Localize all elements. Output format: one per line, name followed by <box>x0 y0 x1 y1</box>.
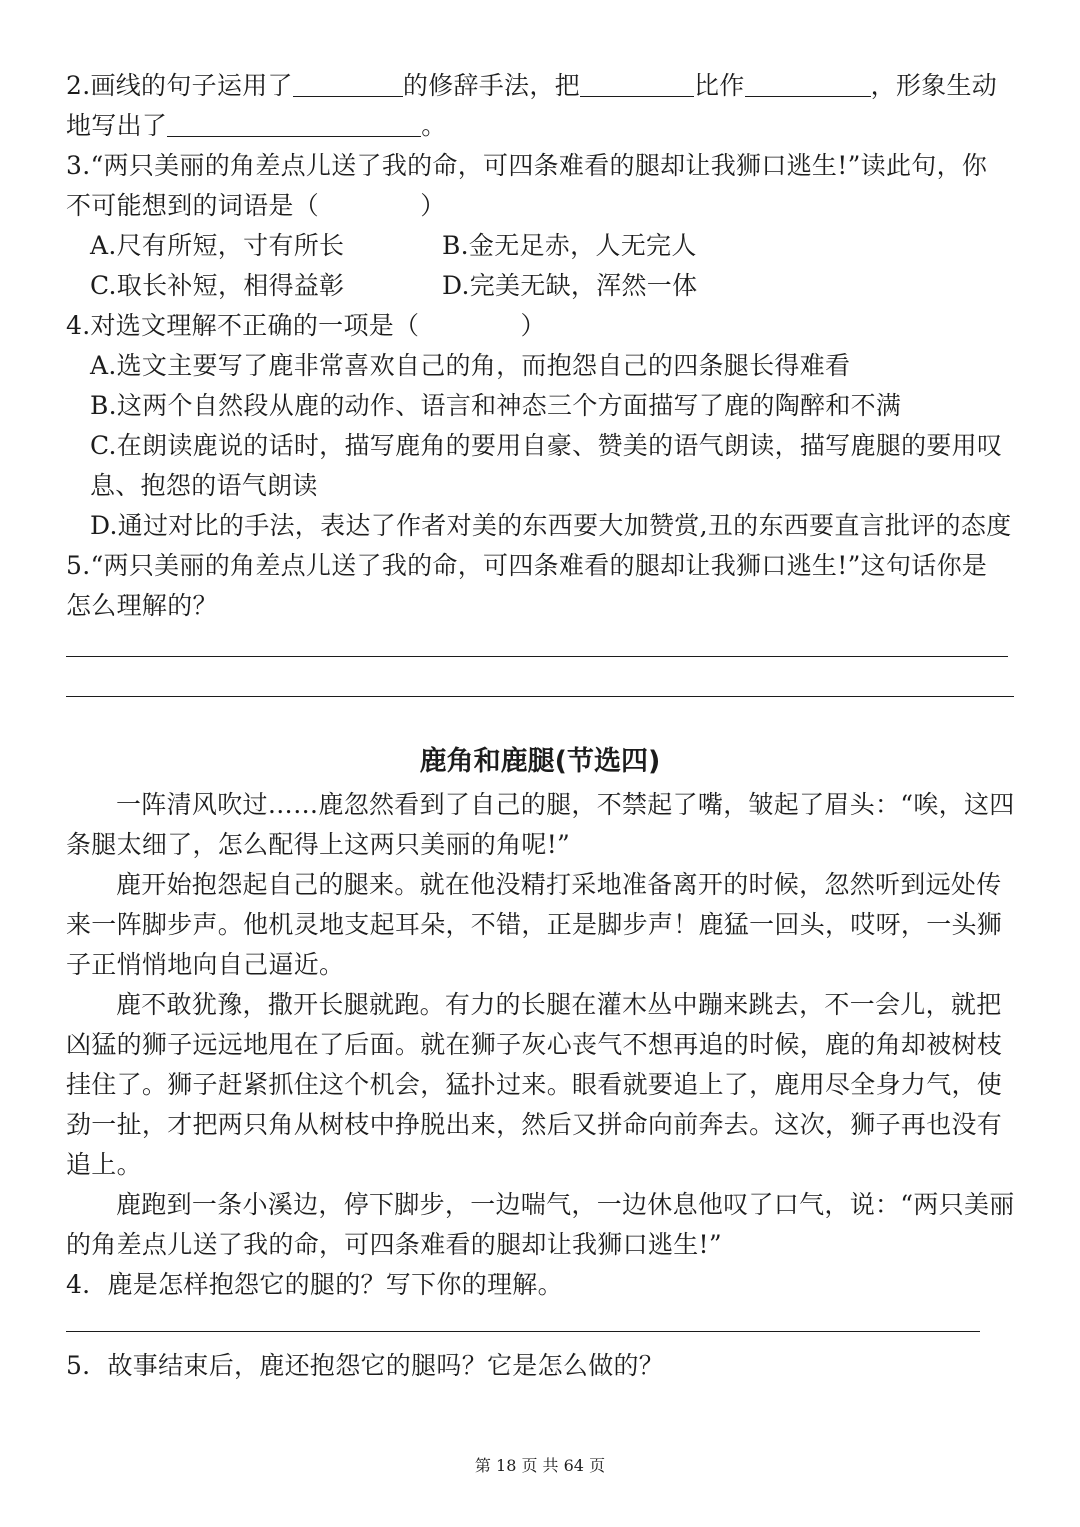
q2-line-2 <box>66 106 447 146</box>
q2-text-d: ，形象生动 <box>870 71 998 100</box>
passage-line: 鹿跑到一条小溪边，停下脚步，一边喘气，一边休息他叹了口气，说：“两只美丽 <box>116 1190 1015 1219</box>
q3-option-b: B.金无足赤，人无完人 <box>442 231 697 260</box>
passage-line: 来一阵脚步声。他机灵地支起耳朵，不错，正是脚步声！鹿猛一回头，哎呀，一头狮 <box>66 910 1003 939</box>
q2-text-e: 地写出了 <box>66 111 168 140</box>
q4-option-d: D.通过对比的手法，表达了作者对美的东西要大加赞赏,丑的东西要直言批评的态度 <box>90 511 1012 540</box>
q3-stem-line-2: 不可能想到的词语是（ ） <box>66 191 446 220</box>
answer-line[interactable] <box>66 1331 980 1332</box>
passage-line: 条腿太细了，怎么配得上这两只美丽的角呢!” <box>66 830 571 859</box>
q3-option-c: C.取长补短，相得益彰 <box>90 271 345 300</box>
question-5: 5．故事结束后，鹿还抱怨它的腿吗？它是怎么做的？ <box>66 1351 665 1380</box>
q4-option-c-line-1: C.在朗读鹿说的话时，描写鹿角的要用自豪、赞美的语气朗读，描写鹿腿的要用叹 <box>90 431 1003 460</box>
passage-line: 子正悄悄地向自己逼近。 <box>66 950 345 979</box>
passage-line: 追上。 <box>66 1150 142 1179</box>
q4-option-b: B.这两个自然段从鹿的动作、语言和神态三个方面描写了鹿的陶醉和不满 <box>90 391 902 420</box>
q2-text-a: 2.画线的句子运用了 <box>66 71 293 100</box>
q2-text-b: 的修辞手法，把 <box>402 71 580 100</box>
q2-text-c: 比作 <box>693 71 745 100</box>
q2-line-1 <box>66 66 997 106</box>
q4-option-a: A.选文主要写了鹿非常喜欢自己的角，而抱怨自己的四条腿长得难看 <box>90 351 851 380</box>
question-4: 4．鹿是怎样抱怨它的腿的？写下你的理解。 <box>66 1270 563 1299</box>
passage-title: 鹿角和鹿腿(节选四) <box>419 746 661 777</box>
q3-stem-line-1: 3.“两只美丽的角差点儿送了我的命，可四条难看的腿却让我狮口逃生!”读此句，你 <box>66 151 988 180</box>
answer-blank[interactable] <box>293 66 403 97</box>
answer-blank[interactable] <box>745 66 871 97</box>
q3-option-a: A.尺有所短，寸有所长 <box>90 231 345 260</box>
answer-line[interactable] <box>66 656 1008 657</box>
passage-line: 鹿不敢犹豫，撒开长腿就跑。有力的长腿在灌木丛中蹦来跳去，不一会儿，就把 <box>116 990 1002 1019</box>
passage-line: 挂住了。狮子赶紧抓住这个机会，猛扑过来。眼看就要追上了，鹿用尽全身力气，使 <box>66 1070 1003 1099</box>
q4-stem: 4.对选文理解不正确的一项是（ ） <box>66 311 546 340</box>
answer-line[interactable] <box>66 696 1014 697</box>
q3-option-d: D.完美无缺，浑然一体 <box>442 271 698 300</box>
q5-stem-line-2: 怎么理解的？ <box>66 591 218 620</box>
q2-text-f: 。 <box>421 111 447 140</box>
q4-option-c-line-2: 息、抱怨的语气朗读 <box>90 471 318 500</box>
answer-blank[interactable] <box>580 66 694 97</box>
passage-line: 的角差点儿送了我的命，可四条难看的腿却让我狮口逃生!” <box>66 1230 722 1259</box>
passage-line: 鹿开始抱怨起自己的腿来。就在他没精打采地准备离开的时候，忽然听到远处传 <box>116 870 1002 899</box>
passage-line: 劲一扯，才把两只角从树枝中挣脱出来，然后又拼命向前奔去。这次，狮子再也没有 <box>66 1110 1003 1139</box>
q5-stem-line-1: 5.“两只美丽的角差点儿送了我的命，可四条难看的腿却让我狮口逃生!”这句话你是 <box>66 551 988 580</box>
answer-blank[interactable] <box>167 106 421 137</box>
passage-line: 一阵清风吹过……鹿忽然看到了自己的腿，不禁起了嘴，皱起了眉头：“唉，这四 <box>116 790 1015 819</box>
passage-line: 凶猛的狮子远远地甩在了后面。就在狮子灰心丧气不想再追的时候，鹿的角却被树枝 <box>66 1030 1003 1059</box>
page-footer: 第 18 页 共 64 页 <box>474 1456 606 1475</box>
